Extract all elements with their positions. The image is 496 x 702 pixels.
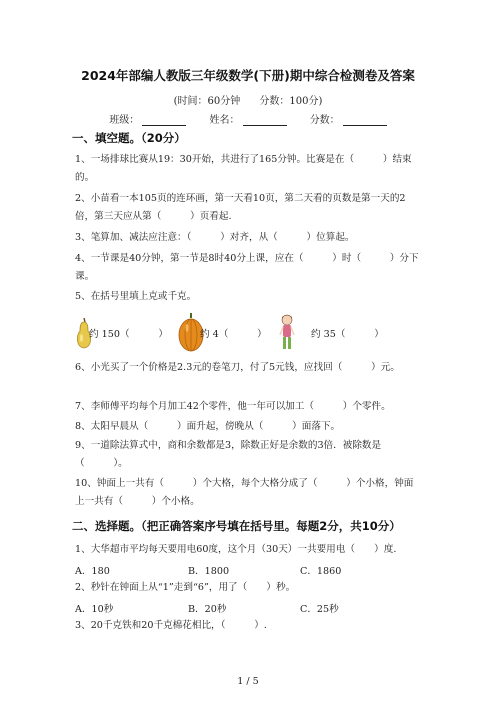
pumpkin-weight-blank: 约 4（ ）	[200, 329, 267, 340]
option-c[interactable]: C．1860	[300, 566, 342, 577]
question-1-3: 3、笔算加、减法应注意：（ ）对齐，从（ ）位算起。	[75, 232, 355, 243]
name-field	[210, 111, 287, 126]
girl-weight-blank: 约 35（ ）	[311, 329, 384, 340]
page-number: 1 / 5	[237, 676, 259, 687]
question-1-1: 1、一场排球比赛从19：30开始，共进行了165分钟。比赛是在（ ）结束的。	[75, 154, 412, 183]
subtitle	[0, 92, 496, 107]
name-blank[interactable]	[243, 115, 287, 126]
question-1-2: 2、小苗看一本105页的连环画，第一天看10页，第二天看的页数是第一天的2倍，第三天应从第（ ）页看起.	[75, 193, 406, 222]
question-1-10: 10、钟面上一共有（ ）个大格，每个大格分成了（ ）个小格，钟面上一共有（ ）个小格。	[75, 478, 414, 507]
class-field	[109, 111, 186, 126]
option-a[interactable]: A．10秒	[75, 604, 114, 615]
question-1-4: 4、一节课是40分钟，第一节是8时40分上课，应在（ ）时（ ）分下课。	[75, 253, 419, 282]
class-blank[interactable]	[142, 115, 186, 126]
class-label: 班级：	[109, 115, 140, 126]
question-1-6: 6、小光买了一个价格是2.3元的卷笔刀，付了5元钱，应找回（ ）元。	[75, 362, 400, 373]
option-a[interactable]: A．180	[75, 566, 110, 577]
question-1-8: 8、太阳早晨从（ ）面升起，傍晚从（ ）面落下。	[75, 421, 341, 432]
score-label: 分数：	[309, 115, 340, 126]
question-2-2: 2、秒针在钟面上从“1”走到“6”，用了（ ）秒。	[75, 582, 296, 593]
question-1-9: 9、一道除法算式中，商和余数都是3，除数正好是余数的3倍．被除数是（ ）。	[75, 440, 382, 469]
name-label: 姓名：	[209, 115, 240, 126]
pear-weight-blank: 约 150（ ）	[89, 329, 168, 340]
girl-icon	[278, 313, 296, 353]
section-1-heading: 一、填空题。（20分）	[72, 131, 186, 145]
question-2-1: 1、大华超市平均每天要用电60度，这个月（30天）一共要用电（ ）度.	[75, 544, 397, 555]
option-b[interactable]: B．20秒	[188, 604, 227, 615]
score-blank[interactable]	[343, 115, 387, 126]
score-total-label: 分数：100分)	[259, 96, 323, 107]
question-1-5: 5、在括号里填上克或千克。	[75, 291, 197, 302]
option-c[interactable]: C．25秒	[300, 604, 339, 615]
student-info-fields	[0, 111, 496, 126]
weight-pictures	[75, 312, 421, 354]
page-title: 2024年部编人教版三年级数学(下册)期中综合检测卷及答案	[81, 68, 415, 83]
question-1-7: 7、李师傅平均每个月加工42个零件，他一年可以加工（ ）个零件。	[75, 401, 391, 412]
question-2-3: 3、20千克铁和20千克棉花相比，（ ）.	[75, 620, 267, 631]
score-field	[310, 111, 387, 126]
time-label: (时间：60分钟	[173, 96, 241, 107]
section-2-heading: 二、选择题。（把正确答案序号填在括号里。每题2分，共10分）	[72, 519, 401, 533]
option-b[interactable]: B．1800	[188, 566, 230, 577]
